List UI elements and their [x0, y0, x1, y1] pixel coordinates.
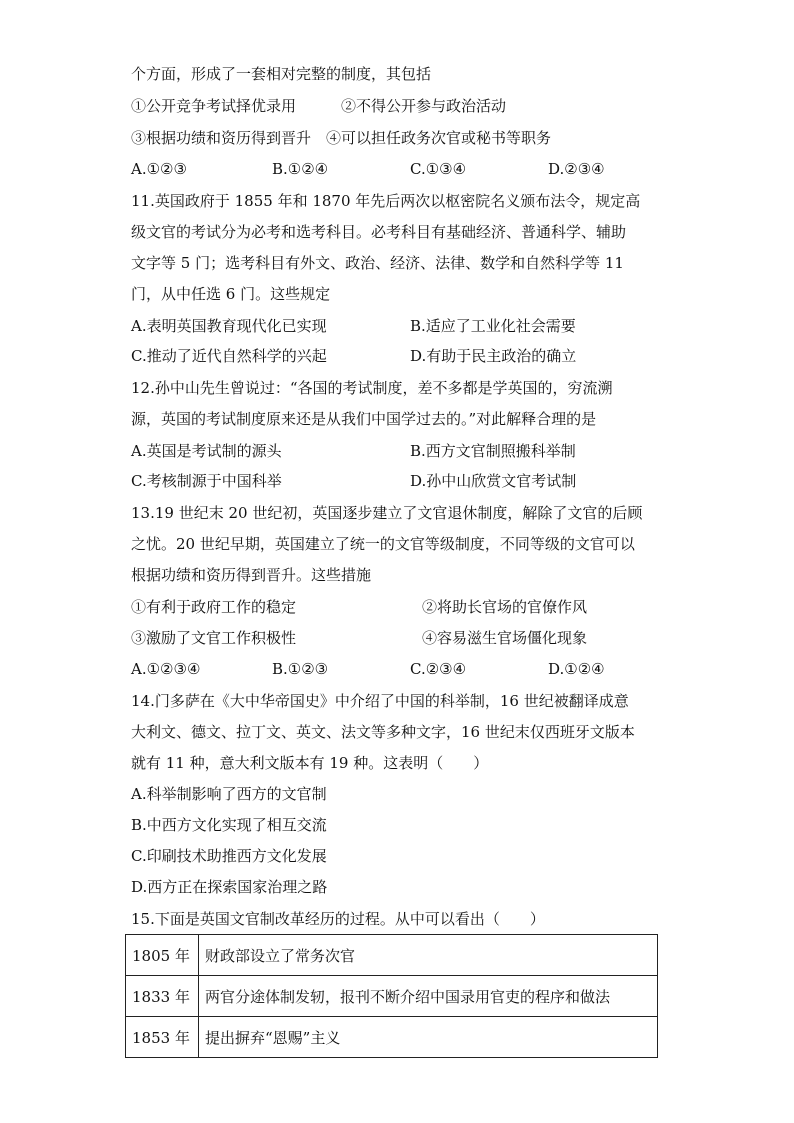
q13-stem-line-1: 13.19 世纪末 20 世纪初，英国逐步建立了文官退休制度，解除了文官的后顾	[131, 504, 643, 522]
table-event-cell: 财政部设立了常务次官	[199, 935, 658, 976]
q15-stem: 15.下面是英国文官制改革经历的过程。从中可以看出（ ）	[131, 910, 545, 928]
q14-stem-line-1: 14.门多萨在《大中华帝国史》中介绍了中国的科举制，16 世纪被翻译成意	[131, 692, 629, 710]
table-row	[126, 976, 658, 1017]
q14-stem-line-2: 大利文、德文、拉丁文、英文、法文等多种文字，16 世纪末仅西班牙文版本	[131, 723, 635, 741]
table-year-cell: 1853 年	[126, 1017, 199, 1058]
q12-option-b: B.西方文官制照搬科举制	[410, 442, 576, 460]
q13-option-d: D.①②④	[548, 660, 605, 678]
reform-history-table	[125, 934, 658, 1058]
table-event-cell: 两官分途体制发轫，报刊不断介绍中国录用官吏的程序和做法	[199, 976, 658, 1017]
q10-option-b: B.①②④	[272, 160, 329, 178]
q13-option-a: A.①②③④	[131, 660, 201, 678]
q12-stem-line-1: 12.孙中山先生曾说过：“各国的考试制度，差不多都是学英国的，穷流溯	[131, 379, 613, 397]
q12-option-c: C.考核制源于中国科举	[131, 472, 282, 490]
q11-stem-line-4: 门，从中任选 6 门。这些规定	[131, 285, 331, 303]
q11-stem-line-1: 11.英国政府于 1855 年和 1870 年先后两次以枢密院名义颁布法令，规定高	[131, 192, 641, 210]
q12-option-d: D.孙中山欣赏文官考试制	[410, 472, 577, 490]
q13-stem-line-3: 根据功绩和资历得到晋升。这些措施	[131, 566, 372, 584]
q13-item-3: ③激励了文官工作积极性	[131, 629, 297, 647]
q11-stem-line-3: 文字等 5 门；选考科目有外文、政治、经济、法律、数学和自然科学等 11	[131, 254, 624, 272]
q10-option-d: D.②③④	[548, 160, 605, 178]
q10-items-3-4: ③根据功绩和资历得到晋升 ④可以担任政务次官或秘书等职务	[131, 129, 552, 147]
q10-items-1-2: ①公开竞争考试择优录用 ②不得公开参与政治活动	[131, 97, 507, 115]
q14-option-b: B.中西方文化实现了相互交流	[131, 816, 327, 834]
q11-option-a: A.表明英国教育现代化已实现	[131, 317, 327, 335]
table-row	[126, 935, 658, 976]
q13-item-2: ②将助长官场的官僚作风	[422, 598, 588, 616]
q10-option-c: C.①③④	[410, 160, 467, 178]
q11-option-b: B.适应了工业化社会需要	[410, 317, 576, 335]
q11-stem-line-2: 级文官的考试分为必考和选考科目。必考科目有基础经济、普通科学、辅助	[131, 223, 627, 241]
q10-stem-end: 个方面，形成了一套相对完整的制度，其包括	[131, 65, 432, 83]
table-event-cell: 提出摒弃“恩赐”主义	[199, 1017, 658, 1058]
q14-option-d: D.西方正在探索国家治理之路	[131, 878, 328, 896]
q12-option-a: A.英国是考试制的源头	[131, 442, 282, 460]
q14-option-a: A.科举制影响了西方的文官制	[131, 785, 327, 803]
q13-item-4: ④容易滋生官场僵化现象	[422, 629, 588, 647]
table-year-cell: 1805 年	[126, 935, 199, 976]
q13-option-c: C.②③④	[410, 660, 467, 678]
q14-option-c: C.印刷技术助推西方文化发展	[131, 847, 327, 865]
q14-stem-line-3: 就有 11 种，意大利文版本有 19 种。这表明（ ）	[131, 754, 489, 772]
q13-option-b: B.①②③	[272, 660, 329, 678]
table-row	[126, 1017, 658, 1058]
table-year-cell: 1833 年	[126, 976, 199, 1017]
q12-stem-line-2: 源，英国的考试制度原来还是从我们中国学过去的。”对此解释合理的是	[131, 410, 597, 428]
q10-option-a: A.①②③	[131, 160, 187, 178]
q13-item-1: ①有利于政府工作的稳定	[131, 598, 297, 616]
q11-option-d: D.有助于民主政治的确立	[410, 347, 577, 365]
q11-option-c: C.推动了近代自然科学的兴起	[131, 347, 327, 365]
q13-stem-line-2: 之忧。20 世纪早期，英国建立了统一的文官等级制度，不同等级的文官可以	[131, 535, 635, 553]
